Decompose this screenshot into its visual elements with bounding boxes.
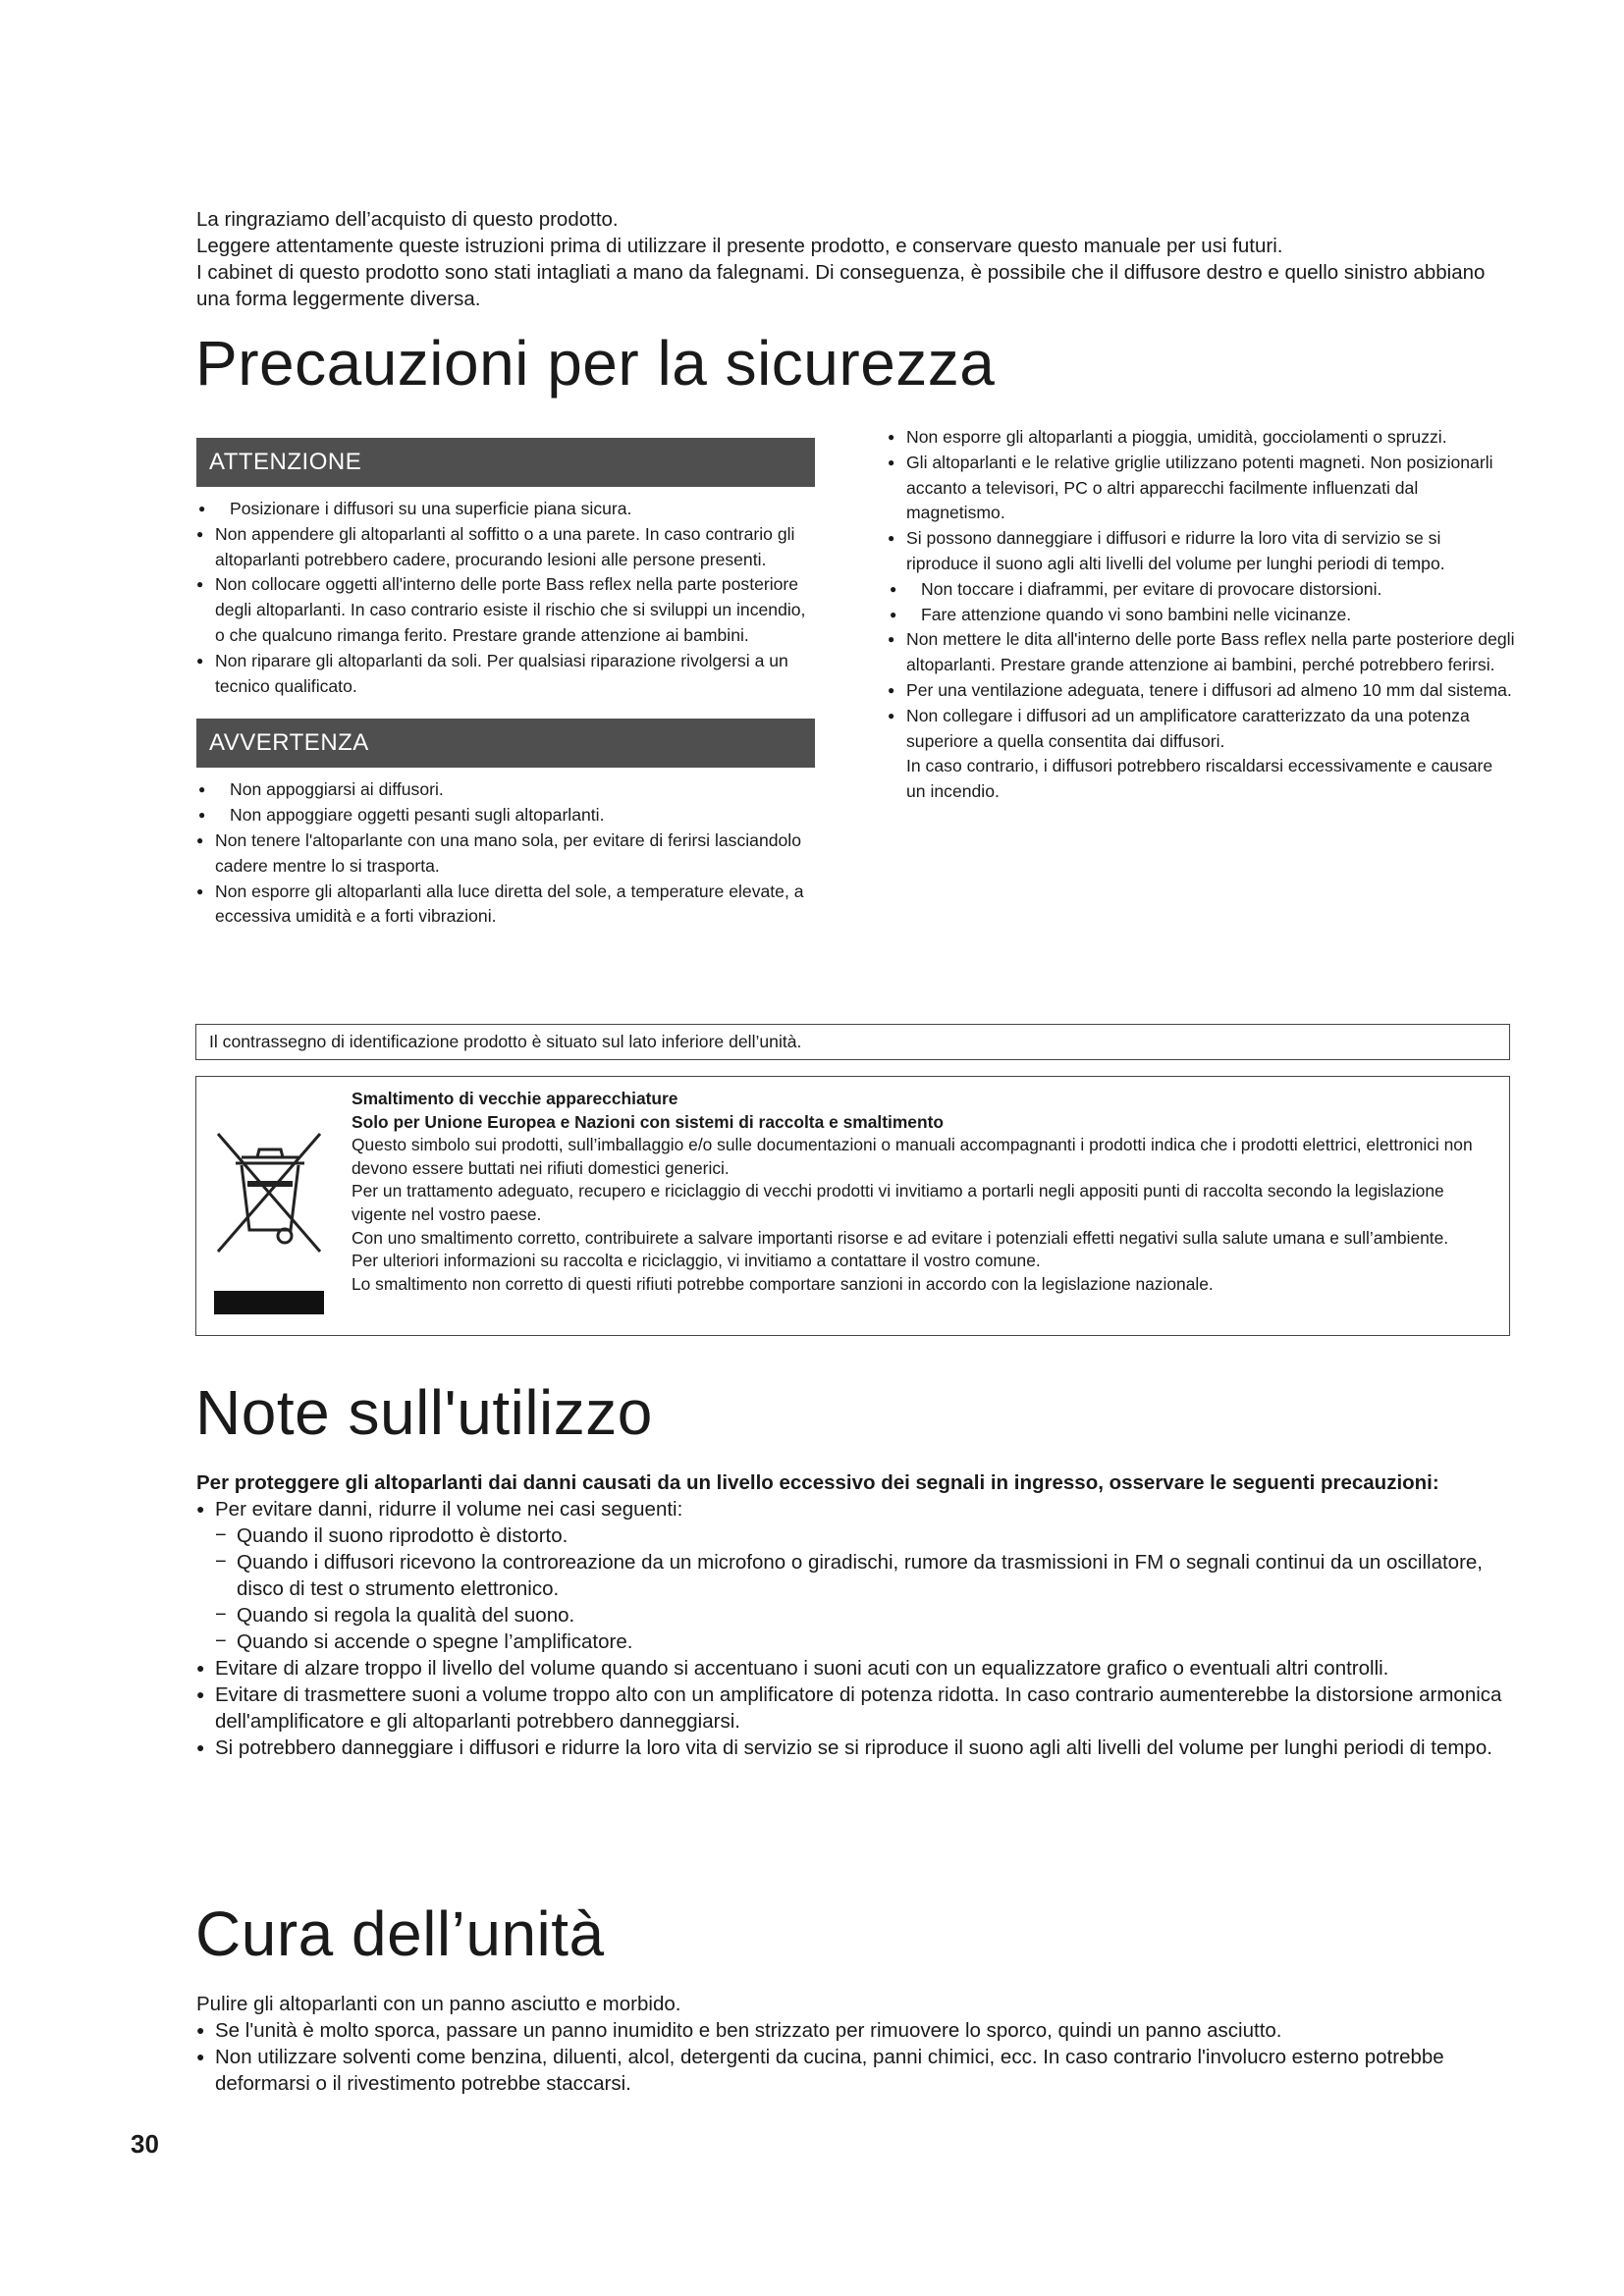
care-item: ● Non utilizzare solventi come benzina, diluenti, alcol, detergenti da cucina, panni chimici, ecc. In caso contrario l'involucro esterno potrebbe deformarsi o il rivestimento potrebbe staccarsi.	[196, 2044, 1512, 2097]
safety-right-column	[888, 425, 1516, 805]
care-lead: Pulire gli altoparlanti con un panno asciutto e morbido.	[196, 1993, 681, 2015]
attenzione-item: ● Non riparare gli altoparlanti da soli. Per qualsiasi riparazione rivolgersi a un tecnico qualificato.	[196, 649, 815, 700]
intro-text	[196, 206, 1512, 312]
avvertenza-list	[196, 777, 815, 930]
care-list	[196, 2017, 1512, 2097]
usage-item-text: Per evitare danni, ridurre il volume nei casi seguenti:	[215, 1498, 683, 1521]
disposal-paragraph: Con uno smaltimento corretto, contribuirete a salvare importanti risorse e ad evitare i potenziali effetti negativi sulla salute umana e sull’ambiente.	[352, 1227, 1449, 1248]
safety-heading: Precauzioni per la sicurezza	[195, 328, 996, 399]
safety-item: ● Fare attenzione quando vi sono bambini nelle vicinanze.	[888, 603, 1516, 628]
usage-subitem: − Quando si accende o spegne l’amplificatore.	[215, 1629, 1512, 1655]
attenzione-list	[196, 497, 815, 699]
usage-item	[196, 1496, 1512, 1522]
attenzione-item: ● Non collocare oggetti all'interno delle porte Bass reflex nella parte posteriore degli altoparlanti. In caso contrario esiste il rischio che si sviluppi un incendio, o che qualcuno rimanga ferito. Prestare grande attenzione ai bambini.	[196, 572, 815, 648]
safety-note: In caso contrario, i diffusori potrebbero riscaldarsi eccessivamente e causare un incendio.	[906, 756, 1493, 802]
usage-item: ● Evitare di trasmettere suoni a volume troppo alto con un amplificatore di potenza ridotta. In caso contrario aumenterebbe la distorsione armonica dell'amplificatore e gli altoparlanti potrebbero danneggiarsi.	[196, 1682, 1512, 1735]
usage-sublist	[196, 1522, 1512, 1655]
safety-item: ● Non esporre gli altoparlanti a pioggia, umidità, gocciolamenti o spruzzi.	[888, 425, 1516, 451]
usage-subitem: − Quando il suono riprodotto è distorto.	[215, 1522, 1512, 1549]
usage-lead: Per proteggere gli altoparlanti dai danni causati da un livello eccessivo dei segnali in ingresso, osservare le seguenti precauzioni:	[196, 1471, 1439, 1494]
safety-left-column	[196, 438, 815, 930]
disposal-subtitle: Solo per Unione Europea e Nazioni con sistemi di raccolta e smaltimento	[352, 1111, 945, 1132]
care-section	[196, 1991, 1512, 2097]
avvertenza-item: ● Non appoggiarsi ai diffusori.	[196, 777, 815, 803]
usage-list	[196, 1496, 1512, 1522]
page-number: 30	[131, 2129, 159, 2159]
attenzione-bar: ATTENZIONE	[196, 438, 815, 487]
safety-item: ● Non toccare i diaframmi, per evitare di provocare distorsioni.	[888, 577, 1516, 603]
crossed-out-wheeled-bin-icon	[210, 1120, 328, 1316]
disposal-paragraph: Questo simbolo sui prodotti, sull’imballaggio e/o sulle documentazioni o manuali accompagnanti i prodotti indica che i prodotti elettrici, elettronici non devono essere buttati nei rifiuti domestici generici.	[352, 1135, 1473, 1178]
product-id-notice: Il contrassegno di identificazione prodotto è situato sul lato inferiore dell’unità.	[195, 1024, 1510, 1060]
safety-item: ● Non collegare i diffusori ad un amplificatore caratterizzato da una potenza superiore a quella consentita dai diffusori.	[888, 704, 1516, 755]
avvertenza-item: ● Non tenere l'altoparlante con una mano sola, per evitare di ferirsi lasciandolo cadere mentre lo si trasporta.	[196, 828, 815, 880]
care-heading: Cura dell’unità	[195, 1898, 605, 1969]
safety-item: ● Non mettere le dita all'interno delle porte Bass reflex nella parte posteriore degli altoparlanti. Prestare grande attenzione ai bambini, perché potrebbero ferirsi.	[888, 627, 1516, 678]
usage-subitem: − Quando si regola la qualità del suono.	[215, 1602, 1512, 1629]
intro-line: La ringraziamo dell’acquisto di questo prodotto.	[196, 208, 619, 231]
disposal-paragraph: Lo smaltimento non corretto di questi rifiuti potrebbe comportare sanzioni in accordo con la legislazione nazionale.	[352, 1273, 1214, 1294]
disposal-paragraph: Per ulteriori informazioni su raccolta e riciclaggio, vi invitiamo a contattare il vostro comune.	[352, 1251, 1041, 1271]
disposal-box	[195, 1076, 1510, 1336]
usage-heading: Note sull'utilizzo	[195, 1377, 653, 1448]
usage-subitem: − Quando i diffusori ricevono la controreazione da un microfono o giradischi, rumore da trasmissioni in FM o segnali continui da un oscillatore, disco di test o strumento elettronico.	[215, 1549, 1512, 1602]
usage-item: ● Evitare di alzare troppo il livello del volume quando si accentuano i suoni acuti con un equalizzatore grafico o eventuali altri controlli.	[196, 1655, 1512, 1682]
safety-right-list	[888, 425, 1516, 805]
safety-item: ● Gli altoparlanti e le relative griglie utilizzano potenti magneti. Non posizionarli accanto a televisori, PC o altri apparecchi facilmente influenzati dal magnetismo.	[888, 451, 1516, 526]
intro-line: I cabinet di questo prodotto sono stati intagliati a mano da falegnami. Di conseguenza, è possibile che il diffusore destro e quello sinistro abbiano una forma leggermente diversa.	[196, 261, 1486, 310]
avvertenza-item: ● Non esporre gli altoparlanti alla luce diretta del sole, a temperature elevate, a eccessiva umidità e a forti vibrazioni.	[196, 880, 815, 931]
attenzione-item: ● Posizionare i diffusori su una superficie piana sicura.	[196, 497, 815, 522]
safety-item: ● Per una ventilazione adeguata, tenere i diffusori ad almeno 10 mm dal sistema.	[888, 678, 1516, 704]
disposal-paragraph: Per un trattamento adeguato, recupero e riciclaggio di vecchi prodotti vi invitiamo a portarli negli appositi punti di raccolta secondo la legislazione vigente nel vostro paese.	[352, 1181, 1444, 1224]
attenzione-item: ● Non appendere gli altoparlanti al soffitto o a una parete. In caso contrario gli altoparlanti potrebbero cadere, procurando lesioni alle persone presenti.	[196, 522, 815, 573]
usage-section	[196, 1469, 1512, 1761]
avvertenza-bar: AVVERTENZA	[196, 719, 815, 768]
safety-item: ● Si possono danneggiare i diffusori e ridurre la loro vita di servizio se si riproduce il suono agli alti livelli del volume per lunghi periodi di tempo.	[888, 526, 1516, 577]
disposal-title: Smaltimento di vecchie apparecchiature	[352, 1089, 678, 1108]
intro-line: Leggere attentamente queste istruzioni prima di utilizzare il presente prodotto, e conservare questo manuale per usi futuri.	[196, 235, 1283, 257]
usage-list-more	[196, 1655, 1512, 1761]
care-item: ● Se l'unità è molto sporca, passare un panno inumidito e ben strizzato per rimuovere lo sporco, quindi un panno asciutto.	[196, 2017, 1512, 2044]
disposal-text	[352, 1088, 1495, 1296]
avvertenza-item: ● Non appoggiare oggetti pesanti sugli altoparlanti.	[196, 803, 815, 828]
usage-item: ● Si potrebbero danneggiare i diffusori e ridurre la loro vita di servizio se si riproduce il suono agli alti livelli del volume per lunghi periodi di tempo.	[196, 1735, 1512, 1761]
